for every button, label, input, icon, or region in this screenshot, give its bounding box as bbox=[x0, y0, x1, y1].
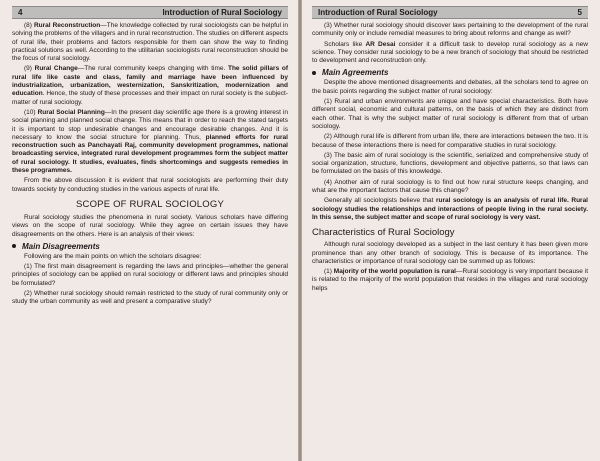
bullet-icon bbox=[312, 71, 316, 75]
main-disagreements-heading: Main Disagreements bbox=[12, 242, 288, 251]
right-page-number: 5 bbox=[577, 8, 582, 17]
agreement-4: (4) Another aim of rural sociology is to find out how rural structure keeps changing, and what are the important factors that cause this change? bbox=[312, 178, 588, 195]
left-page-number: 4 bbox=[18, 8, 23, 17]
disagreement-1: (1) The first main disagreement is regarding the laws and principles—whether the general principles of sociology can be applied on rural sociology or different laws and principles should be formulated? bbox=[12, 263, 288, 287]
scope-heading: SCOPE OF RURAL SOCIOLOGY bbox=[75, 198, 225, 210]
paragraph-desai: Scholars like AR Desai consider it a difficult task to develop rural sociology as a new science. They consider rural sociology to be a new branch of sociology that should be restricted to development and reconstruction only. bbox=[312, 40, 588, 65]
left-running-header bbox=[12, 6, 288, 19]
paragraph-disagreements-intro: Following are the main points on which the scholars disagree: bbox=[24, 252, 202, 260]
paragraph-rural-change: (9) Rural Change—The rural community keeps changing with time. The solid pillars of rural life like caste and class, family and marriage have been influenced by industrialization, urbanization, westernization, Sanskritization, modernization and education. Hence, the study of these processes and their impact on rural society is the subject-matter of rural sociology. bbox=[12, 65, 288, 106]
paragraph-characteristics: Although rural sociology developed as a subject in the last century it has been given more prominence than any other branch of sociology. This is because of its importance. The characteristics or importance of rural sociology can be summed up as follows: bbox=[312, 241, 588, 265]
right-running-header bbox=[312, 6, 588, 19]
agreement-3: (3) The basic aim of rural sociology is the scientific, serialized and comprehensive study of social organization, structure, functions, development and objective patterns, so that laws can be formulated on the basis of this knowledge. bbox=[312, 151, 588, 176]
paragraph-conclusion: From the above discussion it is evident that rural sociologists are performing their duty towards society by conducting studies in the various aspects of rural life. bbox=[12, 177, 288, 193]
disagreement-2: (2) Whether rural sociology should remain restricted to the study of rural community only or study the urban community as well and present a comparative study? bbox=[12, 290, 288, 306]
paragraph-general-belief: Generally all sociologists believe that rural sociology is an analysis of rural life. Rural sociology studies the relationships and interactions of people living in the rural society. In this sense, the subject matter and scope of rural sociology is very vast. bbox=[312, 197, 588, 221]
agreement-2: (2) Although rural life is different from urban life, there are interactions between the two. It is because of these interactions there is need for comparative studies in rural sociology. bbox=[312, 133, 588, 149]
paragraph-rural-reconstruction: (8) Rural Reconstruction—The knowledge collected by rural sociologists can be helpful in solving the problems of the villagers and in rural reconstruction. The studies on different aspects of rural life, their problems and factors responsible for them can show the way to finding practical solutions as well. According to the utilitarian sociologists rural reconstruction should be the focus of rural sociology. bbox=[12, 22, 289, 63]
paragraph-scope: Rural sociology studies the phenomena in rural society. Various scholars have differing views on the scope of rural sociology. While they agree on certain issues they have disagreements on the others. Here is an analysis of their views: bbox=[12, 213, 288, 238]
paragraph-rural-social-planning: (10) Rural Social Planning—In the present day scientific age there is a growing interest in social planning and planned social change. This means that in order to reach the stated targets it is important to stop undesirable changes and encourage desirable changes. And it is necessary to know the social structure for planning. Thus, planned efforts for rural reconstruction such as Panchayati Raj, community development programmes, national broadcasting service, integrated rural development programmes form the subject matter of rural sociology. It studies, evaluates, finds shortcomings and suggests remedies in these programmes. bbox=[12, 108, 288, 175]
right-page bbox=[302, 0, 600, 461]
right-running-head: Introduction of Rural Sociology bbox=[318, 8, 438, 17]
left-page bbox=[0, 0, 298, 461]
disagreement-3: (3) Whether rural sociology should discover laws pertaining to the development of the rural community only or include remedial measures to bring about reforms and change as well? bbox=[312, 22, 588, 38]
characteristic-1: (1) Majority of the world population is rural—Rural sociology is very important because it is related to the majority of the world population that resides in the villages and rural sociology helps bbox=[312, 268, 589, 292]
characteristics-heading: Characteristics of Rural Sociology bbox=[312, 227, 455, 239]
main-agreements-heading: Main Agreements bbox=[312, 68, 588, 77]
paragraph-agreements-intro: Despite the above mentioned disagreements and debates, all the scholars tend to agree on the basic points regarding the subject matter of rural sociology: bbox=[312, 79, 588, 95]
left-running-head: Introduction of Rural Sociology bbox=[162, 8, 282, 17]
bullet-icon bbox=[12, 244, 16, 248]
agreement-1: (1) Rural and urban environments are unique and have special characteristics. Both have different social, economic and cultural patterns, on the basis of which they are distinct from each other. That is why the subject matter of rural sociology is different from that of urban sociology. bbox=[312, 98, 588, 130]
